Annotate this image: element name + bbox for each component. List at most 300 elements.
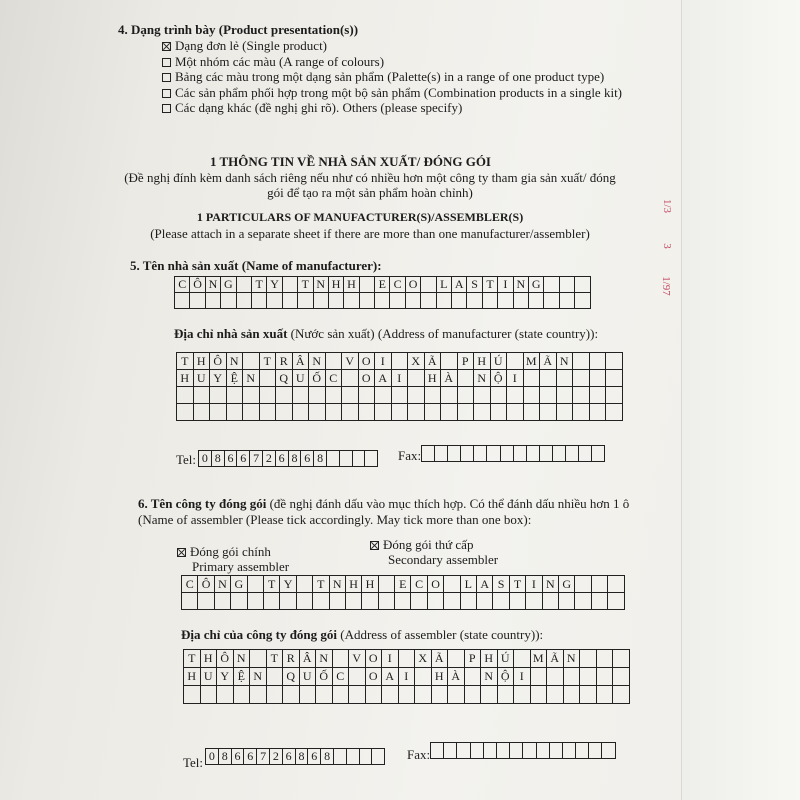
letter-box[interactable] (391, 404, 408, 421)
digit-box[interactable]: 0 (199, 451, 212, 467)
letter-box[interactable] (474, 387, 491, 404)
digit-box[interactable] (589, 743, 602, 759)
letter-box[interactable] (200, 686, 217, 704)
digit-box[interactable] (562, 743, 575, 759)
digit-box[interactable] (552, 446, 565, 462)
letter-box[interactable]: Ã (540, 353, 557, 370)
letter-box[interactable] (448, 686, 465, 704)
digit-box[interactable] (372, 749, 385, 765)
letter-box[interactable] (596, 668, 613, 686)
letter-box[interactable] (177, 404, 194, 421)
letter-box[interactable]: Â (292, 353, 309, 370)
letter-box[interactable] (375, 387, 392, 404)
digit-box[interactable] (346, 749, 359, 765)
letter-box[interactable] (556, 370, 573, 387)
letter-box[interactable] (540, 370, 557, 387)
letter-box[interactable] (378, 576, 394, 593)
letter-box[interactable] (547, 686, 564, 704)
letter-box[interactable]: Ú (497, 650, 514, 668)
digit-box[interactable] (431, 743, 444, 759)
letter-box[interactable] (276, 387, 293, 404)
letter-box[interactable]: Â (299, 650, 316, 668)
letter-box[interactable] (544, 293, 559, 309)
letter-box[interactable] (431, 686, 448, 704)
letter-box[interactable]: Ã (431, 650, 448, 668)
letter-box[interactable] (251, 293, 266, 309)
letter-box[interactable]: S (467, 277, 482, 293)
letter-box[interactable] (490, 404, 507, 421)
digit-box[interactable]: 0 (206, 749, 219, 765)
letter-box[interactable] (309, 404, 326, 421)
letter-box[interactable]: Ô (198, 576, 214, 593)
letter-box[interactable]: N (313, 277, 328, 293)
letter-box[interactable] (296, 593, 312, 610)
letter-box[interactable] (613, 668, 630, 686)
letter-box[interactable] (391, 353, 408, 370)
letter-box[interactable]: Ệ (233, 668, 250, 686)
digit-box[interactable] (592, 446, 605, 462)
digit-box[interactable]: 8 (288, 451, 301, 467)
letter-box[interactable] (540, 387, 557, 404)
letter-box[interactable] (575, 277, 590, 293)
letter-box[interactable] (276, 404, 293, 421)
letter-box[interactable] (421, 293, 436, 309)
letter-box[interactable] (558, 593, 574, 610)
letter-box[interactable] (556, 387, 573, 404)
letter-box[interactable] (182, 593, 198, 610)
digit-box[interactable]: 2 (262, 451, 275, 467)
letter-box[interactable] (236, 277, 251, 293)
letter-box[interactable]: I (507, 370, 524, 387)
letter-box[interactable] (528, 293, 543, 309)
letter-box[interactable]: L (460, 576, 476, 593)
digit-box[interactable] (448, 446, 461, 462)
letter-box[interactable]: G (221, 277, 236, 293)
letter-box[interactable] (575, 576, 591, 593)
letter-box[interactable]: Y (267, 277, 282, 293)
digit-box[interactable]: 8 (321, 749, 334, 765)
presentation-option[interactable] (162, 69, 604, 84)
letter-box[interactable] (424, 387, 441, 404)
letter-box[interactable] (411, 593, 427, 610)
letter-box[interactable]: O (427, 576, 443, 593)
letter-box[interactable]: H (345, 576, 361, 593)
letter-box[interactable] (378, 593, 394, 610)
letter-box[interactable] (250, 686, 267, 704)
digit-box[interactable] (579, 446, 592, 462)
letter-box[interactable] (177, 387, 194, 404)
letter-box[interactable]: H (200, 650, 217, 668)
letter-box[interactable] (243, 353, 260, 370)
letter-box[interactable] (193, 387, 210, 404)
letter-box[interactable] (236, 293, 251, 309)
presentation-option[interactable] (162, 85, 622, 100)
letter-box[interactable]: T (263, 576, 279, 593)
letter-box[interactable] (547, 668, 564, 686)
digit-box[interactable]: 8 (218, 749, 231, 765)
letter-box[interactable]: S (493, 576, 509, 593)
letter-box[interactable] (526, 593, 542, 610)
letter-box[interactable] (405, 293, 420, 309)
letter-box[interactable]: Ã (547, 650, 564, 668)
letter-box[interactable] (507, 353, 524, 370)
letter-box[interactable]: T (177, 353, 194, 370)
option-checkbox[interactable] (162, 58, 171, 67)
letter-box[interactable]: Y (280, 576, 296, 593)
presentation-option[interactable] (162, 54, 384, 69)
letter-box[interactable]: À (441, 370, 458, 387)
letter-box[interactable]: H (362, 576, 378, 593)
letter-box[interactable]: C (411, 576, 427, 593)
letter-box[interactable] (580, 686, 597, 704)
letter-box[interactable]: M (523, 353, 540, 370)
letter-box[interactable] (591, 576, 607, 593)
letter-box[interactable] (344, 293, 359, 309)
primary-assembler-option[interactable]: Đóng gói chính (177, 544, 271, 559)
letter-box[interactable]: R (276, 353, 293, 370)
letter-box[interactable]: X (415, 650, 432, 668)
letter-box[interactable] (467, 293, 482, 309)
letter-box[interactable] (559, 293, 574, 309)
letter-box[interactable] (226, 387, 243, 404)
letter-box[interactable]: V (349, 650, 366, 668)
letter-box[interactable]: N (243, 370, 260, 387)
letter-box[interactable] (589, 404, 606, 421)
letter-box[interactable]: Ệ (226, 370, 243, 387)
letter-box[interactable]: Ộ (497, 668, 514, 686)
letter-box[interactable]: A (382, 668, 399, 686)
letter-box[interactable] (214, 593, 230, 610)
digit-box[interactable] (359, 749, 372, 765)
letter-box[interactable] (441, 353, 458, 370)
letter-box[interactable] (325, 387, 342, 404)
letter-box[interactable]: A (452, 277, 467, 293)
letter-box[interactable]: T (298, 277, 313, 293)
letter-box[interactable]: Ố (316, 668, 333, 686)
letter-box[interactable] (283, 686, 300, 704)
letter-box[interactable] (563, 668, 580, 686)
letter-box[interactable]: I (391, 370, 408, 387)
digit-box[interactable]: 7 (257, 749, 270, 765)
letter-box[interactable] (332, 686, 349, 704)
letter-box[interactable] (313, 593, 329, 610)
letter-box[interactable] (580, 668, 597, 686)
letter-box[interactable]: À (448, 668, 465, 686)
letter-box[interactable] (573, 404, 590, 421)
letter-box[interactable] (606, 370, 623, 387)
letter-box[interactable] (530, 668, 547, 686)
digit-box[interactable] (333, 749, 346, 765)
letter-box[interactable]: N (250, 668, 267, 686)
letter-box[interactable] (448, 650, 465, 668)
letter-box[interactable] (296, 576, 312, 593)
digit-box[interactable] (483, 743, 496, 759)
digit-box[interactable] (457, 743, 470, 759)
letter-box[interactable] (606, 387, 623, 404)
digit-box[interactable] (526, 446, 539, 462)
letter-box[interactable]: R (283, 650, 300, 668)
letter-box[interactable]: G (231, 576, 247, 593)
letter-box[interactable] (175, 293, 190, 309)
letter-box[interactable]: P (457, 353, 474, 370)
letter-box[interactable] (444, 593, 460, 610)
letter-box[interactable] (190, 293, 205, 309)
secondary-assembler-option[interactable]: Đóng gói thứ cấp (370, 537, 473, 552)
letter-box[interactable] (217, 686, 234, 704)
letter-box[interactable]: U (299, 668, 316, 686)
digit-box[interactable] (496, 743, 509, 759)
letter-box[interactable] (613, 650, 630, 668)
digit-box[interactable] (487, 446, 500, 462)
letter-box[interactable] (563, 686, 580, 704)
digit-box[interactable] (352, 451, 365, 467)
letter-box[interactable] (573, 353, 590, 370)
letter-box[interactable] (316, 686, 333, 704)
letter-box[interactable] (243, 404, 260, 421)
letter-box[interactable] (309, 387, 326, 404)
letter-box[interactable] (259, 370, 276, 387)
letter-box[interactable]: N (474, 370, 491, 387)
letter-box[interactable] (415, 668, 432, 686)
letter-box[interactable] (359, 293, 374, 309)
letter-box[interactable] (349, 686, 366, 704)
letter-box[interactable] (460, 593, 476, 610)
digit-box[interactable] (461, 446, 474, 462)
digit-box[interactable] (510, 743, 523, 759)
letter-box[interactable] (210, 387, 227, 404)
letter-box[interactable]: Ộ (490, 370, 507, 387)
letter-box[interactable]: G (558, 576, 574, 593)
letter-box[interactable] (464, 668, 481, 686)
letter-box[interactable] (398, 650, 415, 668)
letter-box[interactable] (427, 593, 443, 610)
letter-box[interactable] (349, 668, 366, 686)
letter-box[interactable] (441, 387, 458, 404)
letter-box[interactable]: Ô (190, 277, 205, 293)
letter-box[interactable] (591, 593, 607, 610)
letter-box[interactable]: X (408, 353, 425, 370)
letter-box[interactable]: T (259, 353, 276, 370)
letter-box[interactable] (299, 686, 316, 704)
letter-box[interactable] (606, 404, 623, 421)
letter-box[interactable]: H (177, 370, 194, 387)
letter-box[interactable]: C (390, 277, 405, 293)
letter-box[interactable]: C (332, 668, 349, 686)
letter-box[interactable] (282, 277, 297, 293)
letter-box[interactable] (408, 370, 425, 387)
letter-box[interactable] (596, 686, 613, 704)
letter-box[interactable] (608, 576, 624, 593)
primary-checkbox[interactable] (177, 548, 186, 557)
letter-box[interactable]: H (424, 370, 441, 387)
letter-box[interactable] (259, 387, 276, 404)
digit-box[interactable] (576, 743, 589, 759)
letter-box[interactable]: O (405, 277, 420, 293)
letter-box[interactable] (247, 576, 263, 593)
letter-box[interactable]: L (436, 277, 451, 293)
letter-box[interactable] (233, 686, 250, 704)
digit-box[interactable] (500, 446, 513, 462)
letter-box[interactable] (474, 404, 491, 421)
letter-box[interactable] (247, 593, 263, 610)
letter-box[interactable]: N (563, 650, 580, 668)
digit-box[interactable] (422, 446, 435, 462)
letter-box[interactable] (280, 593, 296, 610)
letter-box[interactable]: I (375, 353, 392, 370)
letter-box[interactable] (292, 404, 309, 421)
letter-box[interactable] (613, 686, 630, 704)
letter-box[interactable] (365, 686, 382, 704)
letter-box[interactable] (559, 277, 574, 293)
option-checkbox[interactable] (162, 42, 171, 51)
option-checkbox[interactable] (162, 89, 171, 98)
letter-box[interactable] (556, 404, 573, 421)
letter-box[interactable] (513, 293, 528, 309)
letter-box[interactable] (477, 593, 493, 610)
letter-box[interactable] (514, 650, 531, 668)
letter-box[interactable]: U (292, 370, 309, 387)
letter-box[interactable]: N (542, 576, 558, 593)
letter-box[interactable]: O (365, 668, 382, 686)
letter-box[interactable] (580, 650, 597, 668)
letter-box[interactable]: C (325, 370, 342, 387)
digit-box[interactable] (474, 446, 487, 462)
letter-box[interactable] (329, 593, 345, 610)
digit-box[interactable] (470, 743, 483, 759)
letter-box[interactable]: E (395, 576, 411, 593)
letter-box[interactable] (325, 404, 342, 421)
letter-box[interactable]: T (482, 277, 497, 293)
letter-box[interactable] (332, 650, 349, 668)
letter-box[interactable]: Ố (309, 370, 326, 387)
letter-box[interactable] (342, 387, 359, 404)
letter-box[interactable] (193, 404, 210, 421)
letter-box[interactable] (497, 686, 514, 704)
letter-box[interactable]: Q (283, 668, 300, 686)
letter-box[interactable]: N (316, 650, 333, 668)
letter-box[interactable]: I (514, 668, 531, 686)
letter-box[interactable]: I (398, 668, 415, 686)
letter-box[interactable] (298, 293, 313, 309)
letter-box[interactable] (282, 293, 297, 309)
letter-box[interactable] (530, 686, 547, 704)
letter-box[interactable] (457, 387, 474, 404)
letter-box[interactable] (358, 387, 375, 404)
letter-box[interactable] (342, 370, 359, 387)
letter-box[interactable]: H (474, 353, 491, 370)
letter-box[interactable]: A (375, 370, 392, 387)
digit-box[interactable]: 6 (244, 749, 257, 765)
letter-box[interactable] (436, 293, 451, 309)
letter-box[interactable]: P (464, 650, 481, 668)
letter-box[interactable] (493, 593, 509, 610)
letter-box[interactable] (589, 370, 606, 387)
letter-box[interactable]: V (342, 353, 359, 370)
letter-box[interactable] (544, 277, 559, 293)
letter-box[interactable] (424, 404, 441, 421)
digit-box[interactable]: 8 (211, 451, 224, 467)
letter-box[interactable] (226, 404, 243, 421)
letter-box[interactable]: N (513, 277, 528, 293)
letter-box[interactable] (345, 593, 361, 610)
letter-box[interactable] (596, 650, 613, 668)
digit-box[interactable]: 8 (314, 451, 327, 467)
letter-box[interactable] (441, 404, 458, 421)
letter-box[interactable] (328, 293, 343, 309)
presentation-option[interactable] (162, 100, 462, 115)
letter-box[interactable] (395, 593, 411, 610)
letter-box[interactable] (523, 404, 540, 421)
letter-box[interactable] (514, 686, 531, 704)
digit-box[interactable] (549, 743, 562, 759)
letter-box[interactable] (266, 668, 283, 686)
letter-box[interactable] (540, 404, 557, 421)
letter-box[interactable] (391, 387, 408, 404)
letter-box[interactable]: N (226, 353, 243, 370)
letter-box[interactable] (184, 686, 201, 704)
digit-box[interactable]: 8 (295, 749, 308, 765)
letter-box[interactable]: U (193, 370, 210, 387)
letter-box[interactable] (498, 293, 513, 309)
digit-box[interactable] (539, 446, 552, 462)
letter-box[interactable] (421, 277, 436, 293)
letter-box[interactable]: O (358, 353, 375, 370)
letter-box[interactable] (267, 293, 282, 309)
digit-box[interactable]: 6 (282, 749, 295, 765)
letter-box[interactable]: C (175, 277, 190, 293)
letter-box[interactable] (358, 404, 375, 421)
letter-box[interactable]: H (481, 650, 498, 668)
letter-box[interactable]: Y (217, 668, 234, 686)
option-checkbox[interactable] (162, 73, 171, 82)
letter-box[interactable] (359, 277, 374, 293)
letter-box[interactable] (507, 387, 524, 404)
letter-box[interactable] (523, 370, 540, 387)
letter-box[interactable] (457, 404, 474, 421)
letter-box[interactable]: H (328, 277, 343, 293)
letter-box[interactable] (210, 404, 227, 421)
letter-box[interactable] (243, 387, 260, 404)
letter-box[interactable] (573, 387, 590, 404)
digit-box[interactable] (365, 451, 378, 467)
letter-box[interactable] (575, 293, 590, 309)
letter-box[interactable]: U (200, 668, 217, 686)
letter-box[interactable] (375, 293, 390, 309)
letter-box[interactable] (444, 576, 460, 593)
letter-box[interactable]: T (184, 650, 201, 668)
letter-box[interactable]: T (313, 576, 329, 593)
letter-box[interactable] (523, 387, 540, 404)
letter-box[interactable] (382, 686, 399, 704)
letter-box[interactable]: I (382, 650, 399, 668)
digit-box[interactable] (602, 743, 615, 759)
secondary-checkbox[interactable] (370, 541, 379, 550)
letter-box[interactable] (490, 387, 507, 404)
letter-box[interactable] (221, 293, 236, 309)
option-checkbox[interactable] (162, 104, 171, 113)
letter-box[interactable]: H (431, 668, 448, 686)
letter-box[interactable]: Ô (217, 650, 234, 668)
letter-box[interactable] (259, 404, 276, 421)
digit-box[interactable] (444, 743, 457, 759)
letter-box[interactable] (205, 293, 220, 309)
letter-box[interactable]: I (526, 576, 542, 593)
letter-box[interactable] (589, 353, 606, 370)
letter-box[interactable] (292, 387, 309, 404)
letter-box[interactable] (457, 370, 474, 387)
letter-box[interactable]: G (528, 277, 543, 293)
letter-box[interactable]: N (329, 576, 345, 593)
